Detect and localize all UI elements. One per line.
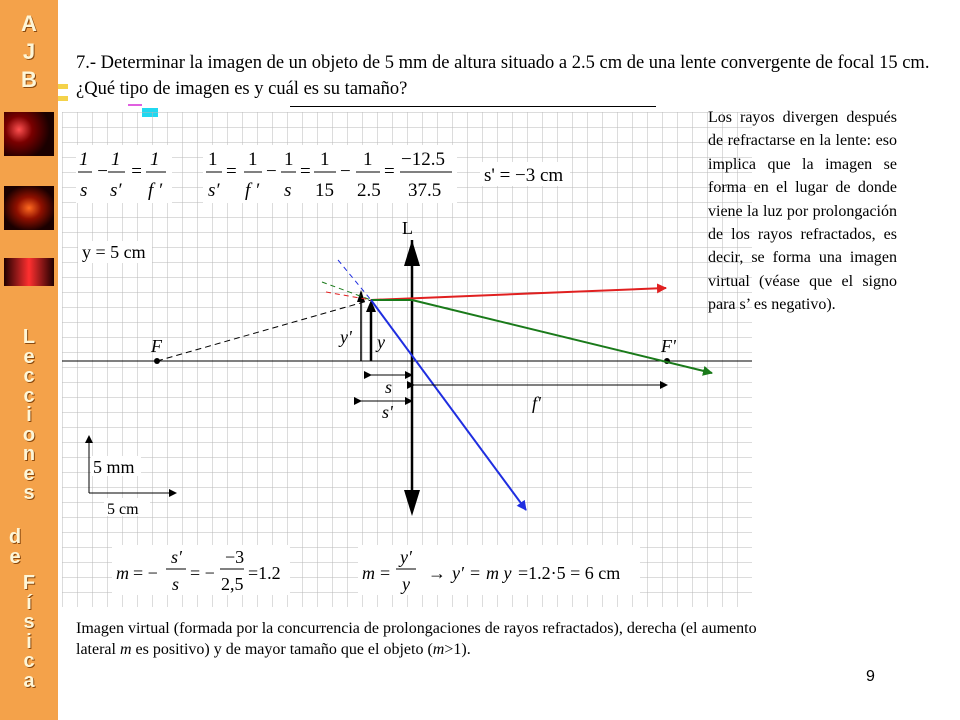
svg-text:−: − — [266, 161, 277, 182]
svg-text:−: − — [340, 161, 351, 182]
svg-text:1: 1 — [248, 149, 258, 170]
focus-left-label: F — [151, 336, 162, 356]
scale-vertical-label: 5 mm — [93, 457, 135, 477]
svg-text:−3: −3 — [225, 547, 245, 567]
svg-text:m: m — [362, 563, 375, 583]
sidebar-logo: A J B — [21, 11, 37, 92]
svg-text:1: 1 — [284, 149, 294, 170]
explanation-text: Los rayos divergen después de refractarse en la lente: eso implica que la imagen se forma en el lugar de donde viene la luz por prolongación de los rayos refractados, es decir, se forma una imagen virtual (véase que el signo para s’ es negativo). — [708, 109, 897, 314]
object-label: y — [377, 332, 385, 352]
svg-text:y′: y′ — [452, 563, 464, 583]
svg-text:→: → — [428, 563, 446, 583]
svg-text:s: s — [172, 574, 180, 594]
svg-text:y: y — [402, 574, 410, 594]
sidebar-title-fisica: F í s i c a — [22, 572, 36, 692]
svg-text:m y: m y — [486, 563, 512, 583]
svg-text:= −: = − — [190, 563, 215, 583]
y-value: y = 5 cm — [82, 242, 146, 262]
problem-statement: 7.- Determinar la imagen de un objeto de 5 mm de altura situado a 2.5 cm de una lente convergente de focal 15 cm. ¿Qué tipo de imagen es y cuál es su tamaño? — [76, 53, 930, 99]
svg-text:1: 1 — [111, 149, 121, 170]
svg-text:y′: y′ — [400, 547, 412, 567]
svg-text:s: s — [80, 180, 88, 201]
svg-text:37.5: 37.5 — [408, 180, 442, 201]
svg-text:= −: = − — [133, 563, 158, 583]
result-s-prime: s' = −3 cm — [484, 165, 564, 186]
svg-text:1: 1 — [150, 149, 160, 170]
svg-text:=1.2: =1.2 — [248, 563, 281, 583]
f-prime-label: f' — [532, 393, 541, 413]
svg-text:s′: s′ — [110, 180, 122, 201]
svg-text:=1.2·5 = 6 cm: =1.2·5 = 6 cm — [518, 563, 621, 583]
svg-text:2.5: 2.5 — [357, 180, 381, 201]
svg-text:=: = — [384, 161, 395, 182]
svg-text:=: = — [130, 161, 143, 182]
s-prime-label: s' — [382, 402, 393, 422]
conclusion-text: Imagen virtual (formada por la concurrencia de prolongaciones de rayos refractados), derecha (el aumento lateral m es positivo) y de mayor tamaño que el objeto (m>1). — [76, 620, 757, 658]
sidebar-title-de: d e — [8, 526, 22, 568]
focus-right-label: F' — [661, 336, 676, 356]
svg-text:s′: s′ — [171, 547, 182, 567]
page-number: 9 — [866, 668, 875, 685]
svg-text:−: − — [96, 161, 109, 182]
image-label: y' — [340, 327, 352, 347]
svg-text:f ′: f ′ — [245, 180, 260, 201]
svg-text:15: 15 — [315, 180, 334, 201]
svg-text:1: 1 — [79, 149, 89, 170]
svg-text:=: = — [300, 161, 311, 182]
svg-text:=: = — [470, 563, 481, 583]
svg-text:s: s — [284, 180, 292, 201]
svg-text:s′: s′ — [208, 180, 220, 201]
svg-text:1: 1 — [363, 149, 373, 170]
svg-text:2,5: 2,5 — [221, 574, 244, 594]
svg-text:=: = — [380, 563, 391, 583]
svg-text:f ′: f ′ — [148, 180, 163, 201]
svg-text:=: = — [226, 161, 237, 182]
svg-text:−12.5: −12.5 — [401, 149, 445, 170]
lens-label: L — [402, 218, 413, 238]
s-label: s — [385, 377, 393, 397]
svg-text:1: 1 — [320, 149, 330, 170]
scale-horizontal-label: 5 cm — [107, 501, 139, 518]
sidebar-title-lecciones: L e c c i o n e s — [22, 326, 36, 504]
svg-text:m: m — [116, 563, 129, 583]
svg-text:1: 1 — [208, 149, 218, 170]
